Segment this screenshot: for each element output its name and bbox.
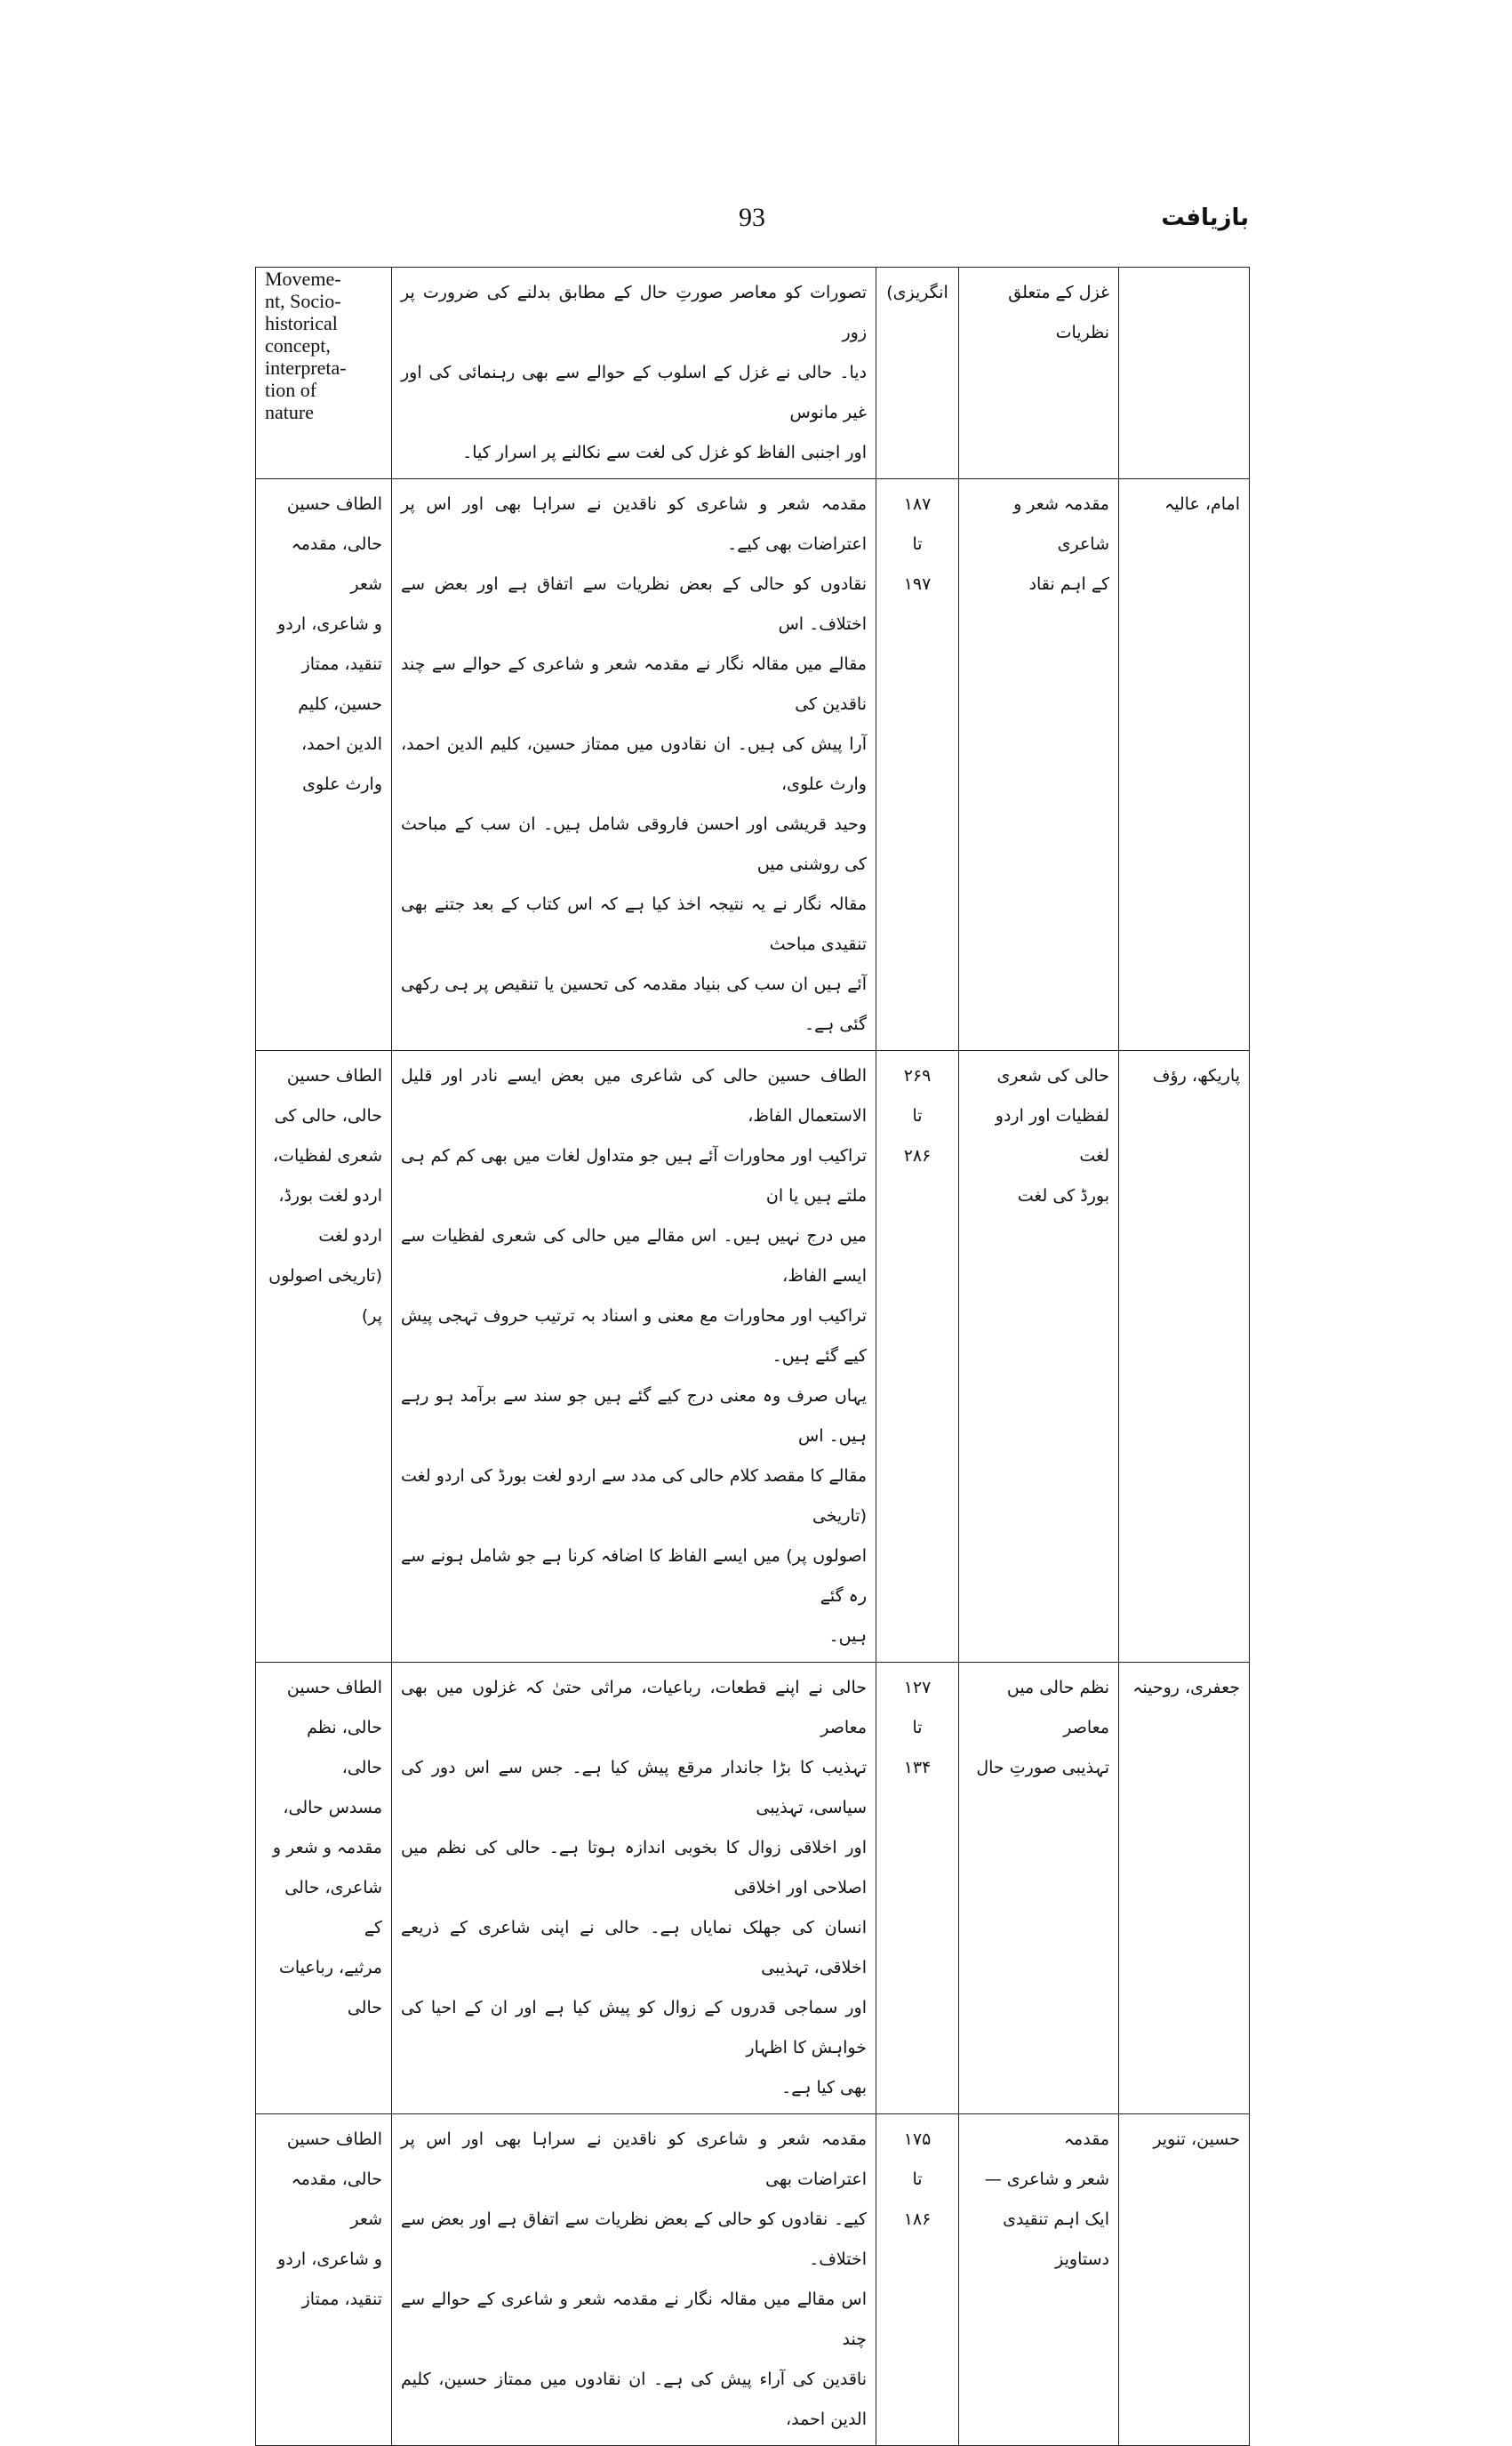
table-row [256, 1051, 1250, 1663]
summary-cell-line: الطاف حسین حالی کی شاعری میں بعض ایسے نادر اور قلیل الاستعمال الفاظ، [401, 1066, 867, 1126]
title-cell-line: مقدمہ شعر و شاعری [1013, 494, 1109, 554]
keywords-cell-line: حالی، حالی کی [274, 1106, 382, 1126]
table-row [256, 1663, 1250, 2114]
title-cell [959, 1051, 1119, 1663]
title-cell-line: کے اہم نقاد [1028, 574, 1109, 594]
title-cell-line: شعر و شاعری — [984, 2169, 1109, 2189]
pages-cell-line: ۲۶۹ [903, 1066, 932, 1086]
summary-cell-line: دیا۔ حالی نے غزل کے اسلوب کے حوالے سے بھی رہنمائی کی اور غیر مانوس [401, 363, 867, 422]
summary-cell-line: اصولوں پر) میں ایسے الفاظ کا اضافہ کرنا ہے جو شامل ہونے سے رہ گئے [401, 1546, 867, 1606]
title-cell [959, 2114, 1119, 2446]
keywords-cell-line: (تاریخی اصولوں [268, 1266, 382, 1286]
journal-title: بازیافت [1161, 205, 1249, 231]
keywords-cell-line: حسین، کلیم [298, 694, 382, 714]
pages-cell-line: ۱۲۷ [903, 1678, 932, 1697]
title-cell [959, 479, 1119, 1051]
title-cell-line: نظم حالی میں معاصر [1006, 1678, 1109, 1737]
summary-cell-line: حالی نے اپنے قطعات، رباعیات، مراثی حتیٰ کہ غزلوں میں بھی معاصر [401, 1678, 867, 1737]
summary-cell-line: مقالے میں مقالہ نگار نے مقدمہ شعر و شاعری کے حوالے سے چند ناقدین کی [401, 654, 867, 714]
table-row [256, 268, 1250, 479]
author-cell: جعفری، روحینہ [1119, 1663, 1250, 2114]
summary-cell-line: مقدمہ شعر و شاعری کو ناقدین نے سراہا بھی اور اس پر اعتراضات بھی کیے۔ [401, 494, 867, 554]
keywords-cell-line: پر) [361, 1306, 382, 1326]
keywords-cell-line: مقدمہ و شعر و [272, 1838, 382, 1857]
keywords-cell-line: شاعری، حالی کے [284, 1878, 382, 1937]
keywords-cell-line: Moveme- [265, 268, 341, 290]
author-cell [1119, 268, 1250, 479]
title-cell [959, 268, 1119, 479]
pages-cell-line: تا [912, 534, 923, 554]
title-cell-line: تہذیبی صورتِ حال [976, 1758, 1109, 1777]
keywords-cell-line: و شاعری، اردو [277, 614, 382, 634]
keywords-cell-line: الطاف حسین [286, 1066, 382, 1086]
summary-cell [392, 1663, 876, 2114]
keywords-cell-line: historical [265, 312, 338, 334]
summary-cell-line: اور اجنبی الفاظ کو غزل کی لغت سے نکالنے پر اسرار کیا۔ [462, 443, 867, 462]
title-cell-line: بورڈ کی لغت [1017, 1186, 1109, 1206]
keywords-cell-line: و شاعری، اردو [277, 2250, 382, 2269]
summary-cell-line: آئے ہیں ان سب کی بنیاد مقدمہ کی تحسین یا تنقیص پر ہی رکھی گئی ہے۔ [401, 974, 867, 1034]
keywords-cell [256, 1663, 392, 2114]
keywords-cell-line: تنقید، ممتاز [301, 654, 382, 674]
author-cell: امام، عالیہ [1119, 479, 1250, 1051]
pages-cell-line: ۱۹۷ [903, 574, 932, 594]
keywords-cell [256, 479, 392, 1051]
keywords-cell-line: concept, [265, 334, 331, 357]
summary-cell [392, 479, 876, 1051]
keywords-cell [256, 268, 392, 479]
keywords-cell [256, 1051, 392, 1663]
table-row [256, 2114, 1250, 2446]
keywords-cell-line: tion of [265, 379, 317, 401]
summary-cell-line: بھی کیا ہے۔ [781, 2078, 867, 2097]
author-cell: پاریکھ، رؤف [1119, 1051, 1250, 1663]
keywords-cell-line: nature [265, 401, 314, 423]
title-cell-line: نظریات [1055, 323, 1109, 342]
summary-cell-line: نقادوں کو حالی کے بعض نظریات سے اتفاق ہے اور بعض سے اختلاف۔ اس [401, 574, 867, 634]
pages-cell-line: ۲۸۶ [903, 1146, 932, 1166]
pages-cell-line: ۱۸۷ [903, 494, 932, 514]
summary-cell-line: وحید قریشی اور احسن فاروقی شامل ہیں۔ ان سب کے مباحث کی روشنی میں [401, 814, 867, 874]
table-body [256, 268, 1250, 2446]
keywords-cell-line: nt, Socio- [265, 290, 341, 312]
summary-cell-line: تصورات کو معاصر صورتِ حال کے مطابق بدلنے کی ضرورت پر زور [401, 283, 867, 342]
pages-cell [876, 2114, 959, 2446]
title-cell-line: حالی کی شعری [996, 1066, 1109, 1086]
keywords-cell-line: الدین احمد، [301, 734, 382, 754]
summary-cell [392, 268, 876, 479]
title-cell-line: دستاویز [1055, 2250, 1109, 2269]
bibliography-table [255, 267, 1250, 2446]
summary-cell-line: مقالہ نگار نے یہ نتیجہ اخذ کیا ہے کہ اس کتاب کے بعد جتنے بھی تنقیدی مباحث [401, 894, 867, 954]
keywords-cell-line: مرثیے، رباعیات [279, 1958, 382, 1977]
keywords-cell-line: الطاف حسین [286, 2129, 382, 2149]
summary-cell-line: مقدمہ شعر و شاعری کو ناقدین نے سراہا بھی اور اس پر اعتراضات بھی [401, 2129, 867, 2189]
keywords-cell-line: شعری لفظیات، [272, 1146, 382, 1166]
summary-cell-line: کیے۔ نقادوں کو حالی کے بعض نظریات سے اتفاق ہے اور بعض سے اختلاف۔ [401, 2209, 867, 2269]
keywords-cell-line: حالی، مقدمہ شعر [291, 2169, 382, 2229]
summary-cell-line: میں درج نہیں ہیں۔ اس مقالے میں حالی کی شعری لفظیات سے ایسے الفاظ، [401, 1226, 867, 1286]
summary-cell-line: آرا پیش کی ہیں۔ ان نقادوں میں ممتاز حسین، کلیم الدین احمد، وارث علوی، [401, 734, 867, 794]
title-cell-line: لفظیات اور اردو لغت [995, 1106, 1109, 1166]
pages-cell-line: ۱۳۴ [903, 1758, 932, 1777]
title-cell [959, 1663, 1119, 2114]
pages-cell-line: تا [912, 1106, 923, 1126]
keywords-cell-line: حالی، نظم حالی، [307, 1718, 382, 1777]
pages-cell-line: تا [912, 1718, 923, 1737]
summary-cell-line: اور سماجی قدروں کے زوال کو پیش کیا ہے اور ان کے احیا کی خواہش کا اظہار [401, 1998, 867, 2057]
summary-cell-line: مقالے کا مقصد کلام حالی کی مدد سے اردو لغت بورڈ کی اردو لغت (تاریخی [401, 1466, 867, 1526]
summary-cell-line: انسان کی جھلک نمایاں ہے۔ حالی نے اپنی شاعری کے ذریعے اخلاقی، تہذیبی [401, 1918, 867, 1977]
keywords-cell-line: وارث علوی [302, 774, 382, 794]
keywords-cell-line: حالی، مقدمہ شعر [291, 534, 382, 594]
title-cell-line: ایک اہم تنقیدی [1003, 2209, 1109, 2229]
summary-cell-line: تراکیب اور محاورات مع معنی و اسناد بہ ترتیب حروف تہجی پیش کیے گئے ہیں۔ [401, 1306, 867, 1366]
summary-cell-line: تہذیب کا بڑا جاندار مرقع پیش کیا ہے۔ جس سے اس دور کی سیاسی، تہذیبی [401, 1758, 867, 1817]
pages-cell-line: تا [912, 2169, 923, 2189]
keywords-cell-line: حالی [347, 1998, 382, 2017]
summary-cell [392, 2114, 876, 2446]
page-header [255, 205, 1249, 240]
title-cell-line: غزل کے متعلق [1008, 283, 1109, 302]
keywords-cell-line: مسدس حالی، [283, 1798, 382, 1817]
keywords-cell-line: interpreta- [265, 357, 347, 379]
pages-cell-line: ۱۷۵ [903, 2129, 932, 2149]
author-cell: حسین، تنویر [1119, 2114, 1250, 2446]
summary-cell-line: تراکیب اور محاورات آئے ہیں جو متداول لغات میں بھی کم کم ہی ملتے ہیں یا ان [401, 1146, 867, 1206]
keywords-cell-line: الطاف حسین [286, 494, 382, 514]
summary-cell-line: اس مقالے میں مقالہ نگار نے مقدمہ شعر و شاعری کے حوالے سے چند [401, 2290, 867, 2349]
keywords-cell-line: اردو لغت بورڈ، [278, 1186, 382, 1206]
pages-cell [876, 268, 959, 479]
keywords-cell-line: الطاف حسین [286, 1678, 382, 1697]
table-row [256, 479, 1250, 1051]
summary-cell-line: یہاں صرف وہ معنی درج کیے گئے ہیں جو سند سے برآمد ہو رہے ہیں۔ اس [401, 1386, 867, 1446]
keywords-cell [256, 2114, 392, 2446]
pages-cell-line: ۱۸۶ [903, 2209, 932, 2229]
summary-cell-line: ناقدین کی آراء پیش کی ہے۔ ان نقادوں میں ممتاز حسین، کلیم الدین احمد، [401, 2370, 867, 2429]
pages-cell [876, 1663, 959, 2114]
summary-cell-line: ہیں۔ [828, 1626, 867, 1646]
pages-cell [876, 1051, 959, 1663]
summary-cell [392, 1051, 876, 1663]
summary-cell-line: اور اخلاقی زوال کا بخوبی اندازہ ہوتا ہے۔ حالی کی نظم میں اصلاحی اور اخلاقی [401, 1838, 867, 1897]
pages-cell-line: انگریزی) [886, 283, 948, 302]
title-cell-line: مقدمہ [1063, 2129, 1109, 2149]
keywords-cell-line: تنقید، ممتاز [301, 2290, 382, 2309]
pages-cell [876, 479, 959, 1051]
page-number: 93 [739, 203, 765, 232]
keywords-cell-line: اردو لغت [318, 1226, 382, 1246]
